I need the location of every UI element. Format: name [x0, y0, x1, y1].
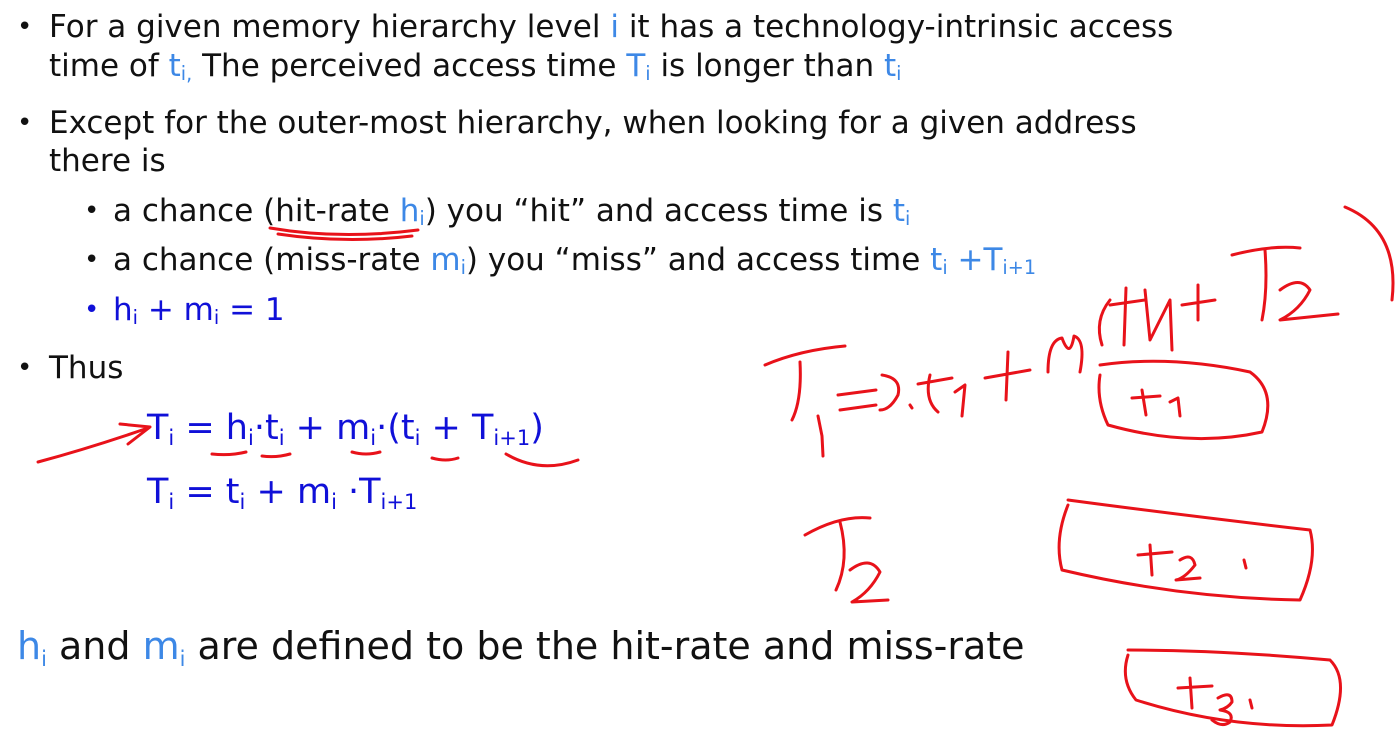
- subscript: i: [168, 490, 175, 514]
- symbol: T: [147, 408, 169, 448]
- symbol: t: [883, 48, 897, 84]
- bullet-1-line-2: [49, 49, 901, 83]
- text: = 1: [219, 292, 285, 328]
- arrow-stroke: [38, 428, 148, 462]
- text: ·t: [253, 408, 279, 448]
- bullet-2-line-1: Except for the outer-most hierarchy, when looking for a given address: [49, 105, 1137, 141]
- text: ·(t: [376, 408, 415, 448]
- symbol: h: [389, 193, 420, 229]
- equals: [838, 390, 876, 410]
- T1-stem: [792, 362, 800, 420]
- text: = h: [174, 408, 248, 448]
- hit-rate-term: hit-rate: [275, 193, 390, 229]
- subscript: i: [419, 207, 425, 230]
- text: it has a technology-intrinsic access: [618, 9, 1174, 45]
- definition-line: [17, 624, 1025, 671]
- bullet-dot: •: [84, 196, 100, 226]
- text: ): [530, 408, 544, 448]
- underline-h: [212, 452, 246, 455]
- equation-1: [147, 408, 544, 448]
- text: is longer than: [650, 48, 884, 84]
- box-t1: [1099, 361, 1268, 438]
- text: a chance (miss-rate: [113, 242, 431, 278]
- plus: [985, 352, 1030, 400]
- underline-t: [262, 454, 290, 457]
- text: ) you “miss” and access time: [465, 242, 931, 278]
- paren-stroke: [1345, 207, 1393, 300]
- symbol: m: [142, 624, 180, 668]
- subscript: i: [248, 426, 254, 450]
- text: and: [46, 624, 143, 668]
- h-letter: [880, 375, 899, 410]
- scribble: [1145, 290, 1172, 350]
- bullet-dot: •: [84, 245, 100, 275]
- bullet-dot: •: [84, 295, 100, 325]
- subscript: i: [213, 306, 220, 329]
- subscript: i: [942, 256, 948, 279]
- underline-t2: [432, 458, 458, 460]
- subscript: i: [645, 62, 651, 85]
- underline-m: [352, 452, 380, 454]
- bigT2-2: [850, 563, 888, 602]
- var-h: [17, 624, 47, 671]
- var-m: [142, 624, 186, 671]
- subscript: i: [132, 306, 138, 329]
- subscript: i+1: [1002, 256, 1037, 279]
- T1-sub: [818, 416, 823, 456]
- text: ·T: [336, 472, 381, 512]
- plus2: [1182, 285, 1215, 320]
- text: a chance (: [113, 193, 276, 229]
- sub-bullet-sum: [113, 293, 285, 327]
- var-T: [948, 242, 1036, 278]
- subscript: i+1: [380, 490, 418, 514]
- var-t: [884, 48, 902, 84]
- var-h: [390, 193, 425, 229]
- hit-rate-underline: [270, 228, 418, 240]
- text: time of: [49, 48, 169, 84]
- var-t: [893, 193, 911, 229]
- symbol: t: [892, 193, 906, 229]
- t-letter: [918, 375, 952, 412]
- subscript: i: [460, 256, 466, 279]
- underline-T: [506, 454, 578, 466]
- subscript: i+1: [493, 426, 531, 450]
- symbol: m: [430, 242, 461, 278]
- var-i: i: [610, 9, 619, 45]
- subscript: i: [168, 426, 175, 450]
- bullet-2-line-2: there is: [49, 143, 166, 179]
- equation-2: [147, 472, 417, 512]
- symbol: t: [168, 48, 181, 84]
- symbol: T: [147, 472, 169, 512]
- t-cross: [1110, 288, 1145, 345]
- sub-bullet-miss: [113, 243, 1036, 277]
- var-m: [430, 242, 466, 278]
- text: ) you “hit” and access time is: [424, 193, 893, 229]
- bullet-thus: Thus: [49, 350, 124, 386]
- subscript: i: [278, 426, 285, 450]
- symbol: t: [930, 242, 943, 278]
- subscript: i: [414, 426, 421, 450]
- text: + m: [245, 472, 332, 512]
- text: + m: [138, 292, 214, 328]
- bullet-1-line-1: [49, 10, 1173, 44]
- symbol: h: [17, 624, 42, 668]
- sub-1: [955, 385, 965, 416]
- open-paren: [1099, 300, 1110, 345]
- text: For a given memory hierarchy level: [49, 9, 611, 45]
- bigT2-T: [805, 518, 870, 590]
- text: The perceived access time: [192, 48, 627, 84]
- symbol: h: [113, 292, 133, 328]
- T2-2: [1280, 283, 1338, 321]
- t1-label: [1132, 390, 1180, 416]
- bullet-dot: •: [17, 353, 33, 383]
- subscript: i: [370, 426, 377, 450]
- subscript: i: [896, 62, 902, 85]
- m-letter: [1048, 336, 1082, 372]
- subscript: i: [905, 207, 911, 230]
- subscript: i: [239, 490, 246, 514]
- subscript: i: [179, 647, 186, 671]
- arrow-head: [120, 424, 150, 444]
- bullet-dot: •: [17, 108, 33, 138]
- subscript: i: [331, 490, 337, 514]
- T2-T: [1232, 247, 1300, 320]
- t2-label: [1138, 545, 1246, 580]
- text: + T: [420, 408, 494, 448]
- dot: [910, 405, 912, 408]
- subscript: i,: [180, 62, 193, 85]
- var-T: [626, 48, 650, 84]
- symbol: T: [626, 48, 646, 84]
- text: + m: [284, 408, 371, 448]
- box-t2: [1059, 500, 1312, 600]
- var-t: [169, 48, 193, 84]
- text: = t: [174, 472, 240, 512]
- T1-top: [765, 346, 845, 365]
- subscript: i: [41, 647, 47, 671]
- t3-label: [1178, 678, 1252, 725]
- bullet-dot: •: [17, 12, 33, 42]
- sub-bullet-hit: [113, 194, 910, 228]
- box-t3: [1125, 650, 1340, 726]
- text: are defined to be the hit-rate and miss-rate: [185, 624, 1025, 668]
- symbol: +T: [947, 242, 1003, 278]
- var-t: [930, 242, 948, 278]
